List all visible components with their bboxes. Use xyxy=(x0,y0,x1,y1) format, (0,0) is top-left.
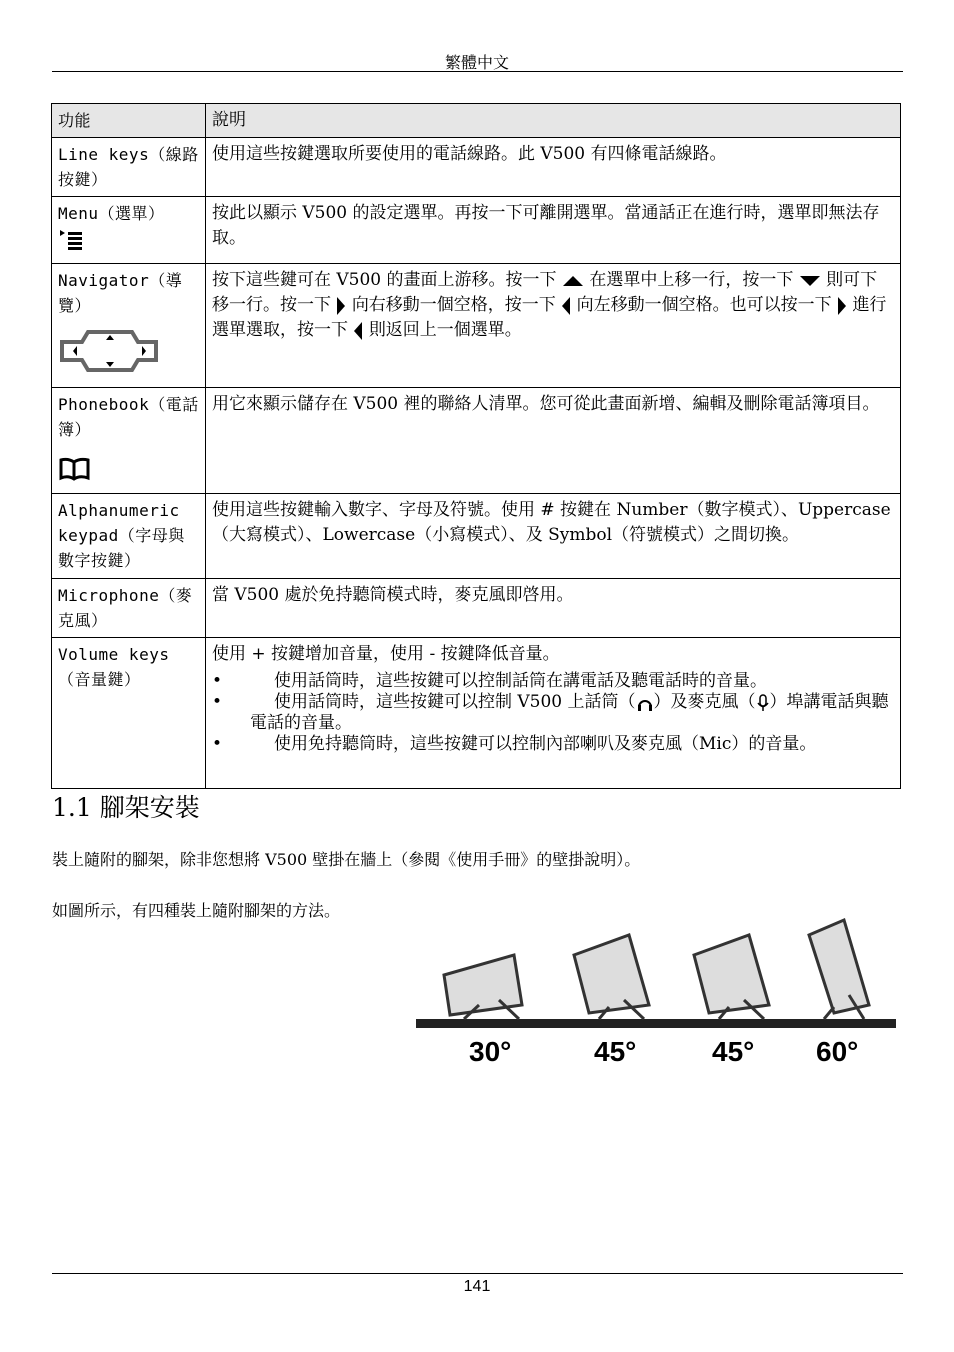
function-name: Line keys（線路按鍵） xyxy=(52,138,206,197)
function-name: Alphanumeric keypad（字母與數字按鍵） xyxy=(52,494,206,579)
function-desc: 使用 + 按鍵增加音量，使用 - 按鍵降低音量。 xyxy=(212,644,560,664)
col-header-function: 功能 xyxy=(52,104,206,138)
phone-45 xyxy=(574,935,649,1019)
up-arrow-icon xyxy=(562,275,584,287)
bullet-item: • 使用話筒時，這些按鍵可以控制話筒在講電話及聽電話時的音量。 xyxy=(212,671,894,692)
left-arrow-icon xyxy=(561,296,571,316)
table-header-row xyxy=(52,104,901,138)
book-icon xyxy=(58,456,92,482)
function-name: Navigator（導覽） xyxy=(58,271,183,315)
angle-label: 30° xyxy=(469,1036,512,1067)
function-desc: 使用這些按鍵選取所要使用的電話線路。此 V500 有四條電話線路。 xyxy=(206,138,901,197)
headset-icon xyxy=(636,694,654,712)
stand-angle-figure xyxy=(414,895,898,1073)
menu-icon xyxy=(58,226,88,250)
phones-illustration xyxy=(414,895,898,1073)
section-title: 1.1 腳架安裝 xyxy=(52,793,200,822)
table-row xyxy=(52,197,901,264)
left-arrow-icon xyxy=(353,321,363,341)
table-row xyxy=(52,494,901,579)
down-arrow-icon xyxy=(799,275,821,287)
footer-rule xyxy=(52,1273,903,1274)
angle-label: 45° xyxy=(594,1036,637,1067)
phone-30 xyxy=(444,955,522,1019)
table-row xyxy=(52,579,901,638)
function-name: Phonebook（電話簿） xyxy=(58,395,199,439)
bullet-text: 使用話筒時，這些按鍵可以控制 V500 上話筒（ xyxy=(274,692,636,712)
col-header-description: 說明 xyxy=(206,104,901,138)
navigator-icon xyxy=(58,326,162,376)
page-header: 繁體中文 xyxy=(444,53,509,72)
page-number: 141 xyxy=(463,1278,491,1295)
paragraph: 裝上隨附的腳架，除非您想將 V500 壁掛在牆上（參閱《使用手冊》的壁掛說明）。 xyxy=(52,850,641,869)
bullet-text: ）及麥克風（ xyxy=(653,692,756,712)
bullet-item: • 使用免持聽筒時，這些按鍵可以控制內部喇叭及麥克風（Mic）的音量。 xyxy=(212,734,894,755)
function-desc: 當 V500 處於免持聽筒模式時，麥克風即啓用。 xyxy=(206,579,901,638)
function-desc: 使用這些按鍵輸入數字、字母及符號。使用 # 按鍵在 Number（數字模式）、Uppercase（大寫模式）、Lowercase（小寫模式）、及 Symbol（符號模式）之間切換。 xyxy=(206,494,901,579)
table-row xyxy=(52,388,901,494)
right-arrow-icon xyxy=(837,296,847,316)
table-row xyxy=(52,138,901,197)
desc-text: 向左移動一個空格。也可以按一下 xyxy=(576,295,832,315)
table-row xyxy=(52,638,901,789)
desc-text: 向右移動一個空格，按一下 xyxy=(351,295,556,315)
angle-label: 60° xyxy=(816,1036,859,1067)
desc-text: 進行選單選取，按一下 xyxy=(212,295,887,340)
phone-60 xyxy=(809,920,869,1019)
desc-text: 則可下移一行。按一下 xyxy=(212,270,878,315)
function-desc xyxy=(206,264,901,388)
right-arrow-icon xyxy=(336,296,346,316)
function-desc: 按此以顯示 V500 的設定選單。再按一下可離開選單。當通話正在進行時，選單即無法存取。 xyxy=(206,197,901,264)
angle-label: 45° xyxy=(712,1036,755,1067)
desc-text: 則返回上一個選單。 xyxy=(368,320,522,340)
header-rule xyxy=(52,71,903,72)
desc-text: 按下這些鍵可在 V500 的畫面上游移。按一下 xyxy=(212,270,557,290)
bullet-item xyxy=(212,692,894,734)
function-name: Menu（選單） xyxy=(58,204,165,223)
bullet-list xyxy=(212,671,894,755)
phone-45b xyxy=(694,935,769,1019)
paragraph: 如圖所示，有四種裝上隨附腳架的方法。 xyxy=(52,901,341,920)
microphone-icon xyxy=(756,694,770,712)
function-table xyxy=(51,103,901,789)
desc-text: 在選單中上移一行，按一下 xyxy=(589,270,794,290)
function-desc: 用它來顯示儲存在 V500 裡的聯絡人清單。您可從此畫面新增、編輯及刪除電話簿項目。 xyxy=(206,388,901,494)
function-name: Volume keys（音量鍵） xyxy=(52,638,206,789)
function-name: Microphone（麥克風） xyxy=(52,579,206,638)
table-row xyxy=(52,264,901,388)
bullet-text: ）埠講電話與聽電話的音量。 xyxy=(250,692,889,733)
